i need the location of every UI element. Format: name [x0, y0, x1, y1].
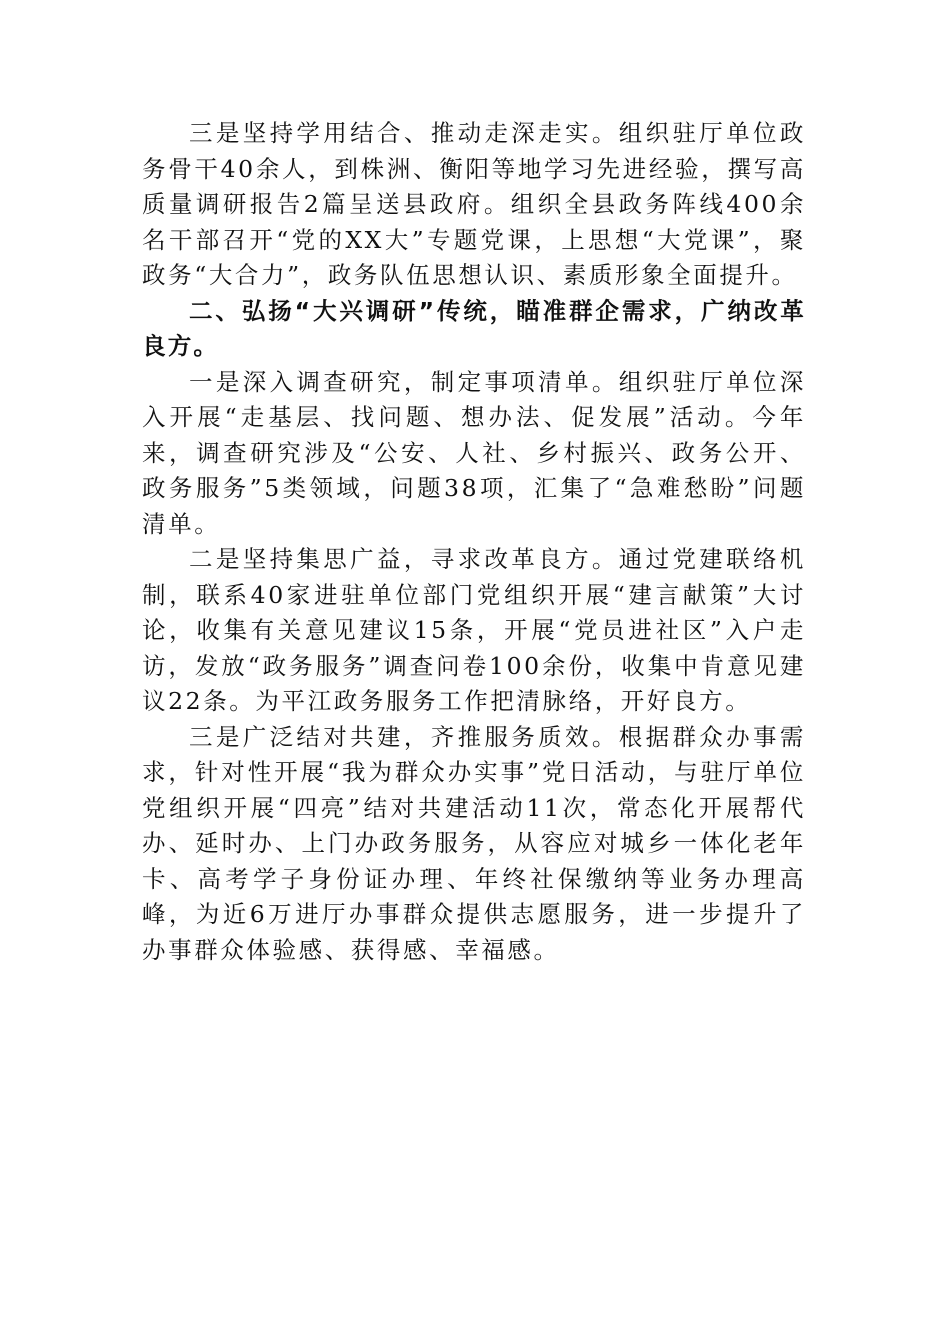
section-heading-research: 二、弘扬“大兴调研”传统，瞄准群企需求，广纳改革良方。	[142, 296, 806, 360]
paragraph-learning-practice: 三是坚持学用结合、推动走深走实。组织驻厅单位政务骨干40余人，到株洲、衡阳等地学习先进经验，撰写高质量调研报告2篇呈送县政府。组织全县政务阵线400余名干部召开“党的XX大”专题党课，上思想“大党课”，聚政务“大合力”，政务队伍思想认识、素质形象全面提升。	[142, 119, 806, 289]
paragraph-joint-building: 三是广泛结对共建，齐推服务质效。根据群众办事需求，针对性开展“我为群众办实事”党日活动，与驻厅单位党组织开展“四亮”结对共建活动11次，常态化开展帮代办、延时办、上门办政务服务，从容应对城乡一体化老年卡、高考学子身份证办理、年终社保缴纳等业务办理高峰，为近6万进厅办事群众提供志愿服务，进一步提升了办事群众体验感、获得感、幸福感。	[142, 722, 806, 964]
paragraph-in-depth-research: 一是深入调查研究，制定事项清单。组织驻厅单位深入开展“走基层、找问题、想办法、促发展”活动。今年来，调查研究涉及“公安、人社、乡村振兴、政务公开、政务服务”5类领域，问题38项，汇集了“急难愁盼”问题清单。	[142, 367, 806, 538]
document-body	[142, 116, 806, 968]
paragraph-brainstorming: 二是坚持集思广益，寻求改革良方。通过党建联络机制，联系40家进驻单位部门党组织开展“建言献策”大讨论，收集有关意见建议15条，开展“党员进社区”入户走访，发放“政务服务”调查问卷100余份，收集中肯意见建议22条。为平江政务服务工作把清脉络，开好良方。	[142, 545, 806, 715]
